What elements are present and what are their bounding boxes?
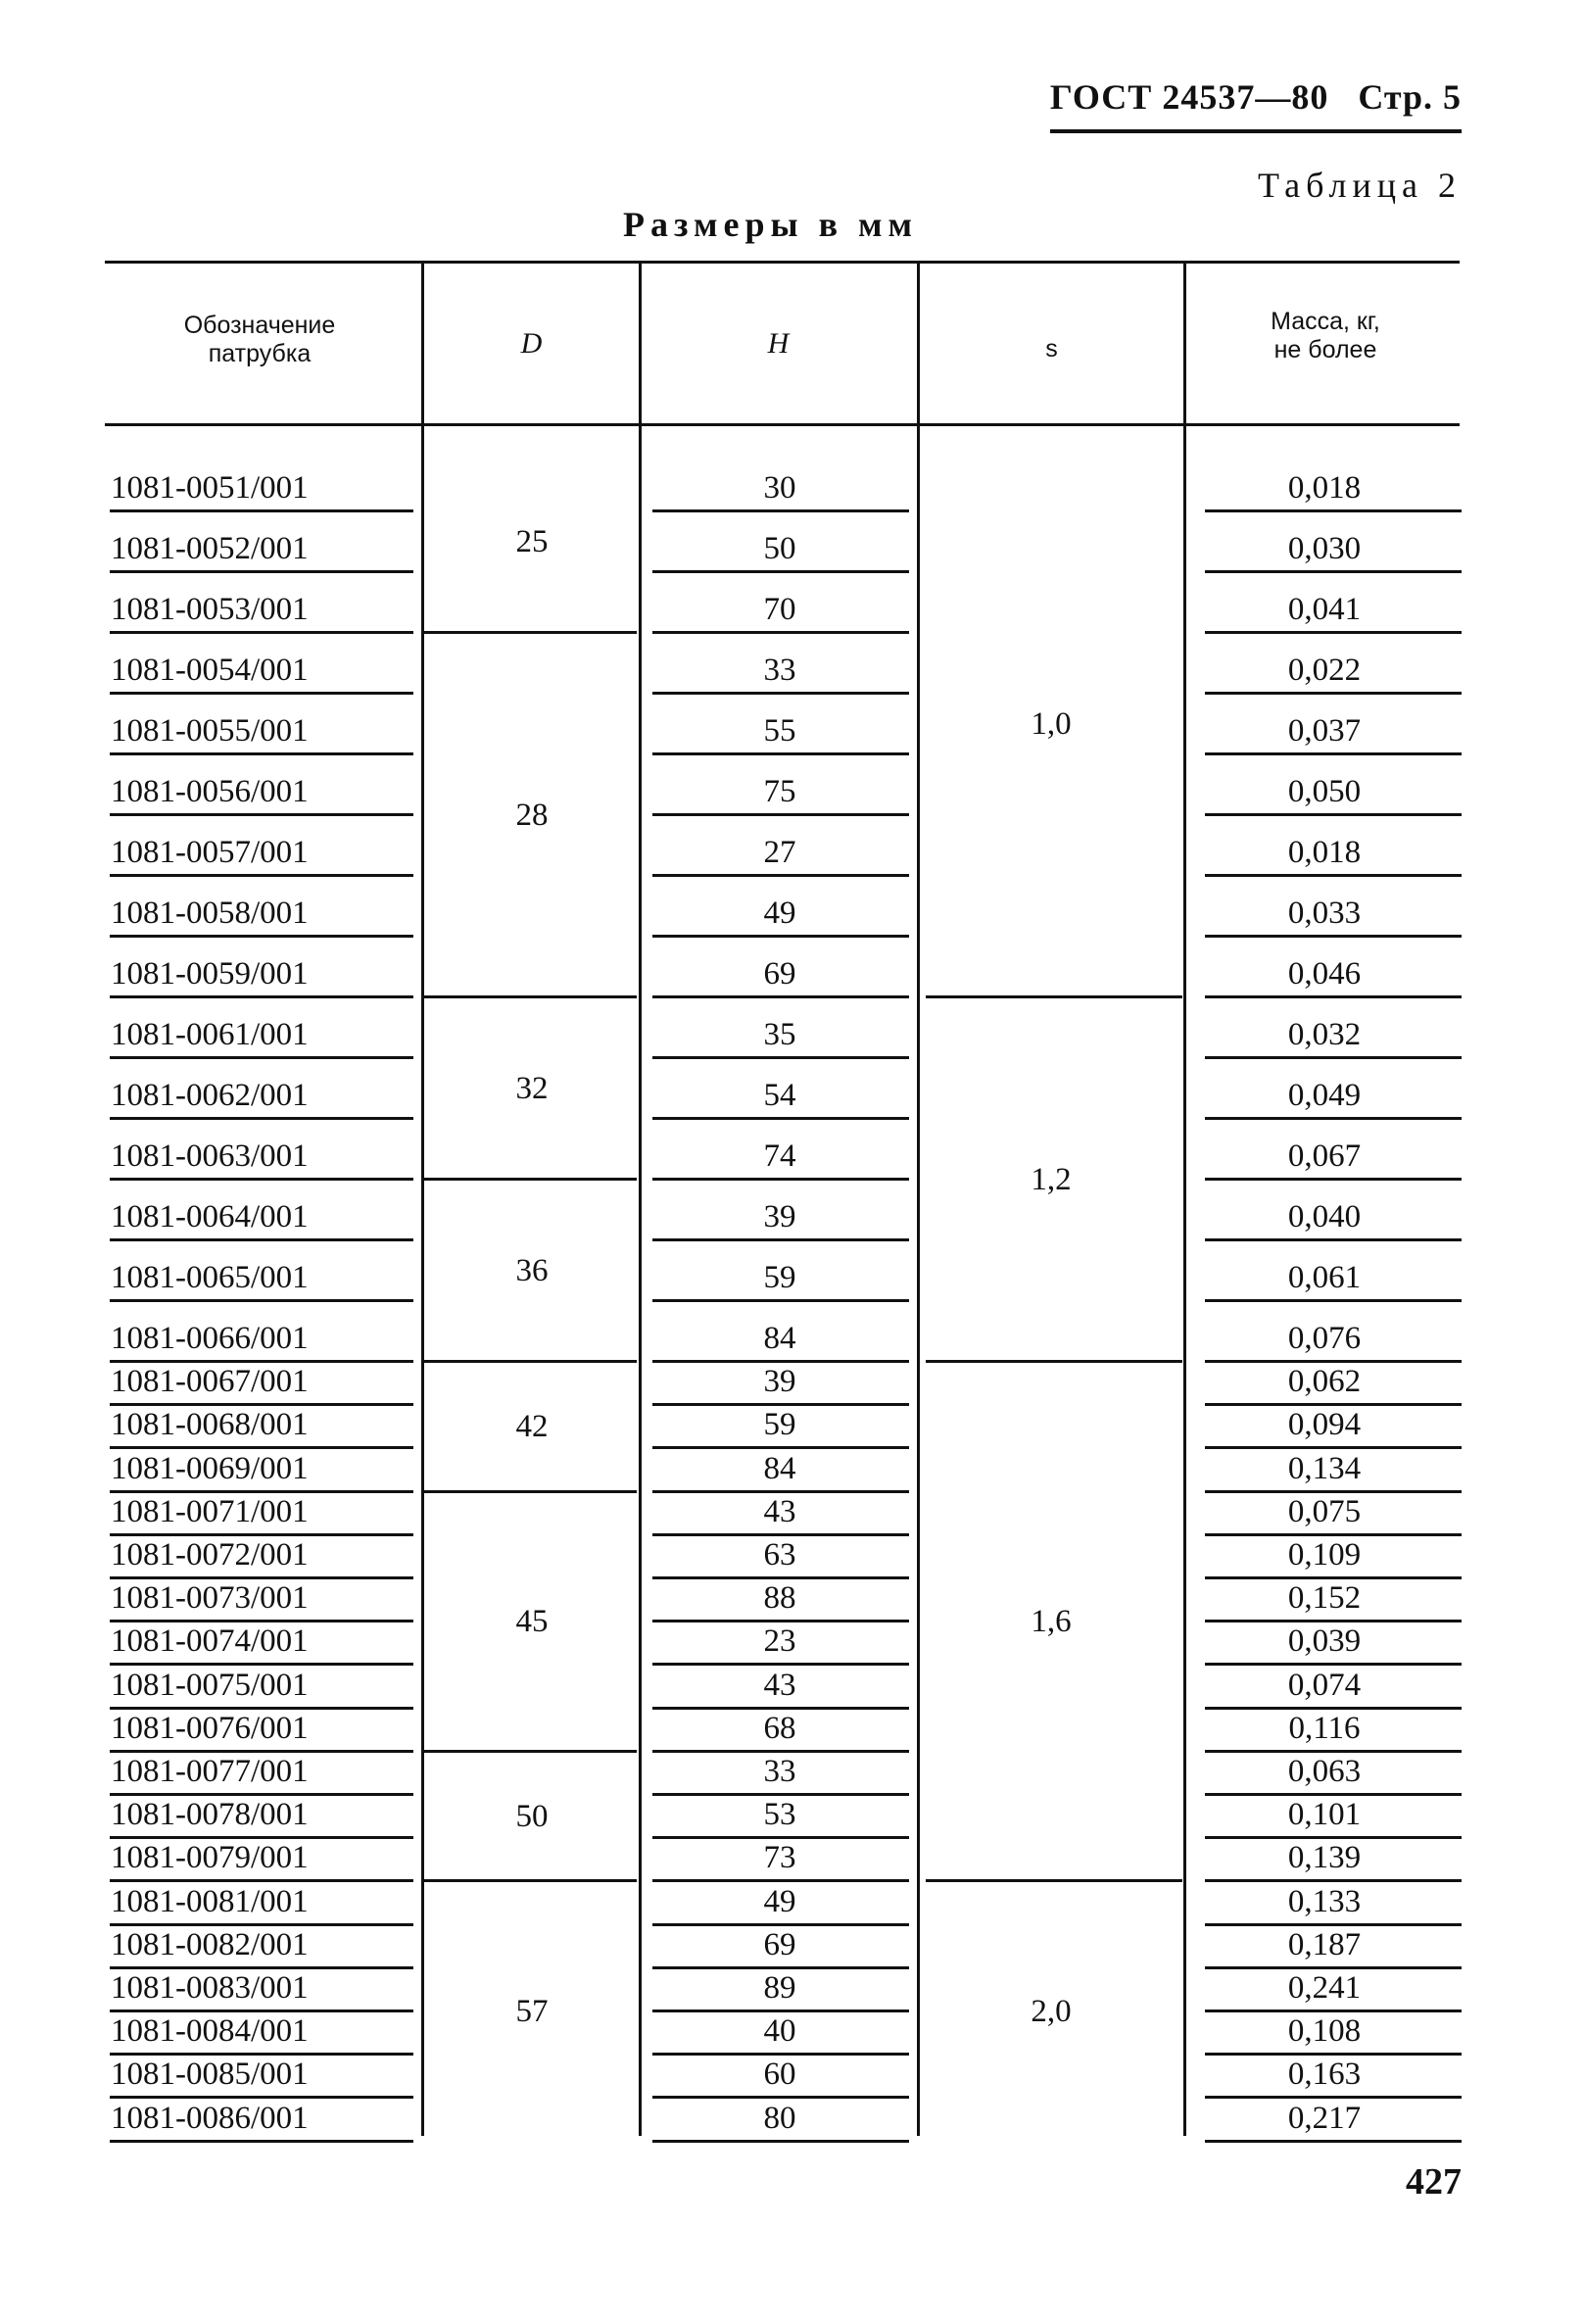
mass-cell: 0,063 bbox=[1287, 1754, 1362, 1789]
mass-underline bbox=[1205, 813, 1462, 816]
designation-underline bbox=[110, 1879, 413, 1882]
designation-cell: 1081-0082/001 bbox=[111, 1926, 309, 1962]
h-underline bbox=[652, 935, 909, 938]
mass-underline bbox=[1205, 2053, 1462, 2056]
mass-underline bbox=[1205, 1923, 1462, 1926]
h-cell: 39 bbox=[763, 1199, 796, 1235]
h-cell: 33 bbox=[763, 1754, 796, 1789]
mass-cell: 0,108 bbox=[1287, 2013, 1362, 2050]
designation-underline bbox=[110, 1707, 413, 1710]
designation-cell: 1081-0078/001 bbox=[111, 1797, 309, 1833]
h-cell: 63 bbox=[763, 1537, 796, 1573]
designation-cell: 1081-0065/001 bbox=[111, 1260, 309, 1295]
h-underline bbox=[652, 1490, 909, 1493]
designation-cell: 1081-0086/001 bbox=[111, 2100, 309, 2136]
h-underline bbox=[652, 1446, 909, 1449]
designation-cell: 1081-0077/001 bbox=[111, 1754, 309, 1789]
designation-cell: 1081-0061/001 bbox=[111, 1017, 309, 1052]
s-group-rule bbox=[926, 1360, 1182, 1363]
designation-cell: 1081-0057/001 bbox=[111, 835, 309, 870]
s-group-value: 2,0 bbox=[1031, 1994, 1072, 2029]
mass-underline bbox=[1205, 2096, 1462, 2099]
h-underline bbox=[652, 1178, 909, 1181]
designation-underline bbox=[110, 1620, 413, 1622]
h-underline bbox=[652, 1750, 909, 1753]
mass-underline bbox=[1205, 2140, 1462, 2143]
mass-underline bbox=[1205, 1879, 1462, 1882]
mass-underline bbox=[1205, 1663, 1462, 1666]
h-cell: 84 bbox=[763, 1321, 796, 1356]
mass-underline bbox=[1205, 1299, 1462, 1302]
designation-cell: 1081-0072/001 bbox=[111, 1537, 309, 1573]
designation-underline bbox=[110, 2009, 413, 2012]
designation-cell: 1081-0066/001 bbox=[111, 1321, 309, 1356]
designation-underline bbox=[110, 631, 413, 634]
d-group-rule bbox=[423, 631, 637, 634]
h-cell: 49 bbox=[763, 1883, 796, 1919]
designation-cell: 1081-0081/001 bbox=[111, 1883, 309, 1919]
mass-cell: 0,152 bbox=[1287, 1580, 1362, 1617]
designation-underline bbox=[110, 1117, 413, 1120]
col-header-designation: Обозначение патрубка bbox=[183, 312, 336, 367]
designation-cell: 1081-0083/001 bbox=[111, 1970, 309, 2006]
h-underline bbox=[652, 813, 909, 816]
designation-underline bbox=[110, 1299, 413, 1302]
designation-cell: 1081-0052/001 bbox=[111, 531, 309, 566]
page-number: 427 bbox=[1406, 2161, 1462, 2203]
h-cell: 40 bbox=[763, 2013, 796, 2050]
h-underline bbox=[652, 1923, 909, 1926]
mass-cell: 0,109 bbox=[1287, 1537, 1362, 1573]
mass-cell: 0,116 bbox=[1288, 1710, 1361, 1746]
designation-underline bbox=[110, 1360, 413, 1363]
h-cell: 69 bbox=[763, 1926, 796, 1962]
designation-cell: 1081-0064/001 bbox=[111, 1199, 309, 1235]
h-underline bbox=[652, 1117, 909, 1120]
d-group-value: 45 bbox=[515, 1604, 549, 1640]
designation-underline bbox=[110, 1238, 413, 1241]
mass-underline bbox=[1205, 509, 1462, 512]
col-header-mass: Масса, кг, не более bbox=[1271, 308, 1380, 363]
designation-underline bbox=[110, 1576, 413, 1579]
mass-underline bbox=[1205, 874, 1462, 877]
mass-cell: 0,050 bbox=[1287, 774, 1362, 809]
h-cell: 74 bbox=[763, 1138, 796, 1174]
designation-cell: 1081-0063/001 bbox=[111, 1138, 309, 1174]
designation-cell: 1081-0071/001 bbox=[111, 1493, 309, 1529]
mass-cell: 0,037 bbox=[1287, 713, 1362, 749]
designation-underline bbox=[110, 2096, 413, 2099]
mass-cell: 0,139 bbox=[1287, 1840, 1362, 1876]
d-group-rule bbox=[423, 1490, 637, 1493]
mass-underline bbox=[1205, 692, 1462, 695]
mass-cell: 0,033 bbox=[1287, 896, 1362, 931]
mass-underline bbox=[1205, 1620, 1462, 1622]
mass-underline bbox=[1205, 1966, 1462, 1969]
mass-underline bbox=[1205, 752, 1462, 755]
h-cell: 70 bbox=[763, 592, 796, 627]
mass-underline bbox=[1205, 1117, 1462, 1120]
designation-underline bbox=[110, 1750, 413, 1753]
h-underline bbox=[652, 1707, 909, 1710]
d-group-value: 32 bbox=[515, 1071, 549, 1106]
designation-cell: 1081-0062/001 bbox=[111, 1078, 309, 1113]
mass-underline bbox=[1205, 1750, 1462, 1753]
h-cell: 54 bbox=[763, 1078, 796, 1113]
h-cell: 60 bbox=[763, 2057, 796, 2093]
designation-underline bbox=[110, 874, 413, 877]
mass-cell: 0,032 bbox=[1287, 1017, 1362, 1052]
designation-cell: 1081-0054/001 bbox=[111, 653, 309, 688]
mass-cell: 0,039 bbox=[1287, 1623, 1362, 1660]
h-cell: 88 bbox=[763, 1580, 796, 1617]
designation-cell: 1081-0069/001 bbox=[111, 1450, 309, 1486]
designation-cell: 1081-0076/001 bbox=[111, 1710, 309, 1746]
designation-underline bbox=[110, 813, 413, 816]
designation-underline bbox=[110, 1663, 413, 1666]
mass-underline bbox=[1205, 1490, 1462, 1493]
h-underline bbox=[652, 874, 909, 877]
d-group-rule bbox=[423, 1178, 637, 1181]
designation-underline bbox=[110, 2140, 413, 2143]
mass-underline bbox=[1205, 1576, 1462, 1579]
d-group-value: 42 bbox=[515, 1409, 549, 1445]
designation-underline bbox=[110, 692, 413, 695]
d-group-value: 25 bbox=[515, 524, 549, 559]
designation-underline bbox=[110, 1446, 413, 1449]
designation-underline bbox=[110, 752, 413, 755]
designation-underline bbox=[110, 1403, 413, 1406]
h-cell: 75 bbox=[763, 774, 796, 809]
h-underline bbox=[652, 509, 909, 512]
h-cell: 43 bbox=[763, 1493, 796, 1529]
designation-cell: 1081-0085/001 bbox=[111, 2057, 309, 2093]
mass-underline bbox=[1205, 1836, 1462, 1839]
designation-underline bbox=[110, 935, 413, 938]
mass-cell: 0,049 bbox=[1287, 1078, 1362, 1113]
d-group-value: 36 bbox=[515, 1253, 549, 1288]
col-header-h: H bbox=[767, 327, 790, 360]
d-group-rule bbox=[423, 1879, 637, 1882]
h-underline bbox=[652, 1879, 909, 1882]
designation-underline bbox=[110, 1533, 413, 1536]
mass-underline bbox=[1205, 1446, 1462, 1449]
designation-underline bbox=[110, 1178, 413, 1181]
designation-cell: 1081-0075/001 bbox=[111, 1667, 309, 1703]
mass-cell: 0,061 bbox=[1287, 1260, 1362, 1295]
h-cell: 35 bbox=[763, 1017, 796, 1052]
h-underline bbox=[652, 2096, 909, 2099]
table-label: Таблица 2 bbox=[1258, 166, 1462, 205]
mass-cell: 0,022 bbox=[1287, 653, 1362, 688]
mass-underline bbox=[1205, 1403, 1462, 1406]
designation-cell: 1081-0059/001 bbox=[111, 956, 309, 992]
h-underline bbox=[652, 2053, 909, 2056]
designation-underline bbox=[110, 995, 413, 998]
mass-cell: 0,133 bbox=[1287, 1883, 1362, 1919]
page-label: Стр. 5 bbox=[1358, 77, 1462, 117]
h-cell: 84 bbox=[763, 1450, 796, 1486]
mass-underline bbox=[1205, 1533, 1462, 1536]
h-cell: 50 bbox=[763, 531, 796, 566]
designation-underline bbox=[110, 1923, 413, 1926]
mass-cell: 0,062 bbox=[1287, 1364, 1362, 1400]
h-cell: 59 bbox=[763, 1407, 796, 1443]
h-underline bbox=[652, 1056, 909, 1059]
h-cell: 49 bbox=[763, 896, 796, 931]
col-header-s: s bbox=[1045, 335, 1058, 363]
designation-cell: 1081-0079/001 bbox=[111, 1840, 309, 1876]
s-group-rule bbox=[926, 995, 1182, 998]
h-underline bbox=[652, 631, 909, 634]
units-caption: Размеры в мм bbox=[623, 205, 919, 244]
designation-underline bbox=[110, 1793, 413, 1796]
mass-cell: 0,101 bbox=[1287, 1797, 1362, 1833]
mass-cell: 0,094 bbox=[1287, 1407, 1362, 1443]
h-cell: 80 bbox=[763, 2100, 796, 2136]
h-underline bbox=[652, 570, 909, 573]
h-underline bbox=[652, 2009, 909, 2012]
h-underline bbox=[652, 1238, 909, 1241]
h-cell: 89 bbox=[763, 1970, 796, 2006]
h-underline bbox=[652, 1663, 909, 1666]
designation-cell: 1081-0058/001 bbox=[111, 896, 309, 931]
h-cell: 43 bbox=[763, 1667, 796, 1703]
h-cell: 33 bbox=[763, 653, 796, 688]
h-cell: 73 bbox=[763, 1840, 796, 1876]
designation-cell: 1081-0073/001 bbox=[111, 1580, 309, 1617]
mass-cell: 0,040 bbox=[1287, 1199, 1362, 1235]
s-group-rule bbox=[926, 1879, 1182, 1882]
h-cell: 68 bbox=[763, 1710, 796, 1746]
mass-underline bbox=[1205, 1178, 1462, 1181]
mass-underline bbox=[1205, 1360, 1462, 1363]
mass-underline bbox=[1205, 2009, 1462, 2012]
mass-cell: 0,018 bbox=[1287, 470, 1362, 506]
designation-cell: 1081-0055/001 bbox=[111, 713, 309, 749]
h-underline bbox=[652, 752, 909, 755]
mass-cell: 0,134 bbox=[1287, 1450, 1362, 1486]
designation-underline bbox=[110, 1490, 413, 1493]
d-group-value: 50 bbox=[515, 1799, 549, 1835]
designation-underline bbox=[110, 570, 413, 573]
h-cell: 59 bbox=[763, 1260, 796, 1295]
h-underline bbox=[652, 1533, 909, 1536]
mass-cell: 0,163 bbox=[1287, 2057, 1362, 2093]
mass-cell: 0,076 bbox=[1287, 1321, 1362, 1356]
mass-cell: 0,241 bbox=[1287, 1970, 1362, 2006]
mass-cell: 0,018 bbox=[1287, 835, 1362, 870]
mass-cell: 0,187 bbox=[1287, 1926, 1362, 1962]
mass-underline bbox=[1205, 935, 1462, 938]
h-underline bbox=[652, 1576, 909, 1579]
designation-cell: 1081-0056/001 bbox=[111, 774, 309, 809]
mass-underline bbox=[1205, 1238, 1462, 1241]
d-group-value: 57 bbox=[515, 1994, 549, 2029]
h-underline bbox=[652, 2140, 909, 2143]
designation-cell: 1081-0084/001 bbox=[111, 2013, 309, 2050]
h-cell: 27 bbox=[763, 835, 796, 870]
mass-cell: 0,074 bbox=[1287, 1667, 1362, 1703]
mass-underline bbox=[1205, 631, 1462, 634]
designation-underline bbox=[110, 1056, 413, 1059]
designation-cell: 1081-0067/001 bbox=[111, 1364, 309, 1400]
h-underline bbox=[652, 1620, 909, 1622]
h-cell: 23 bbox=[763, 1623, 796, 1660]
designation-underline bbox=[110, 1966, 413, 1969]
d-group-rule bbox=[423, 1750, 637, 1753]
mass-underline bbox=[1205, 1707, 1462, 1710]
col-header-d: D bbox=[520, 327, 543, 360]
s-group-value: 1,6 bbox=[1031, 1604, 1072, 1640]
designation-underline bbox=[110, 509, 413, 512]
h-cell: 30 bbox=[763, 470, 796, 506]
h-underline bbox=[652, 692, 909, 695]
mass-cell: 0,067 bbox=[1287, 1138, 1362, 1174]
d-group-rule bbox=[423, 1360, 637, 1363]
mass-cell: 0,075 bbox=[1287, 1493, 1362, 1529]
h-underline bbox=[652, 1299, 909, 1302]
designation-cell: 1081-0051/001 bbox=[111, 470, 309, 506]
d-group-value: 28 bbox=[515, 798, 549, 833]
h-underline bbox=[652, 1836, 909, 1839]
h-cell: 39 bbox=[763, 1364, 796, 1400]
mass-cell: 0,030 bbox=[1287, 531, 1362, 566]
mass-cell: 0,041 bbox=[1287, 592, 1362, 627]
h-underline bbox=[652, 1793, 909, 1796]
h-underline bbox=[652, 1966, 909, 1969]
h-cell: 69 bbox=[763, 956, 796, 992]
mass-underline bbox=[1205, 1793, 1462, 1796]
designation-underline bbox=[110, 1836, 413, 1839]
designation-cell: 1081-0068/001 bbox=[111, 1407, 309, 1443]
h-underline bbox=[652, 1403, 909, 1406]
standard-number: ГОСТ 24537—80 bbox=[1049, 77, 1329, 117]
mass-cell: 0,217 bbox=[1287, 2100, 1362, 2136]
h-cell: 53 bbox=[763, 1797, 796, 1833]
mass-underline bbox=[1205, 570, 1462, 573]
s-group-value: 1,2 bbox=[1031, 1162, 1072, 1197]
d-group-rule bbox=[423, 995, 637, 998]
mass-underline bbox=[1205, 995, 1462, 998]
h-underline bbox=[652, 1360, 909, 1363]
mass-cell: 0,046 bbox=[1287, 956, 1362, 992]
designation-cell: 1081-0053/001 bbox=[111, 592, 309, 627]
mass-underline bbox=[1205, 1056, 1462, 1059]
designation-cell: 1081-0074/001 bbox=[111, 1623, 309, 1660]
h-underline bbox=[652, 995, 909, 998]
designation-underline bbox=[110, 2053, 413, 2056]
h-cell: 55 bbox=[763, 713, 796, 749]
s-group-value: 1,0 bbox=[1031, 706, 1072, 742]
